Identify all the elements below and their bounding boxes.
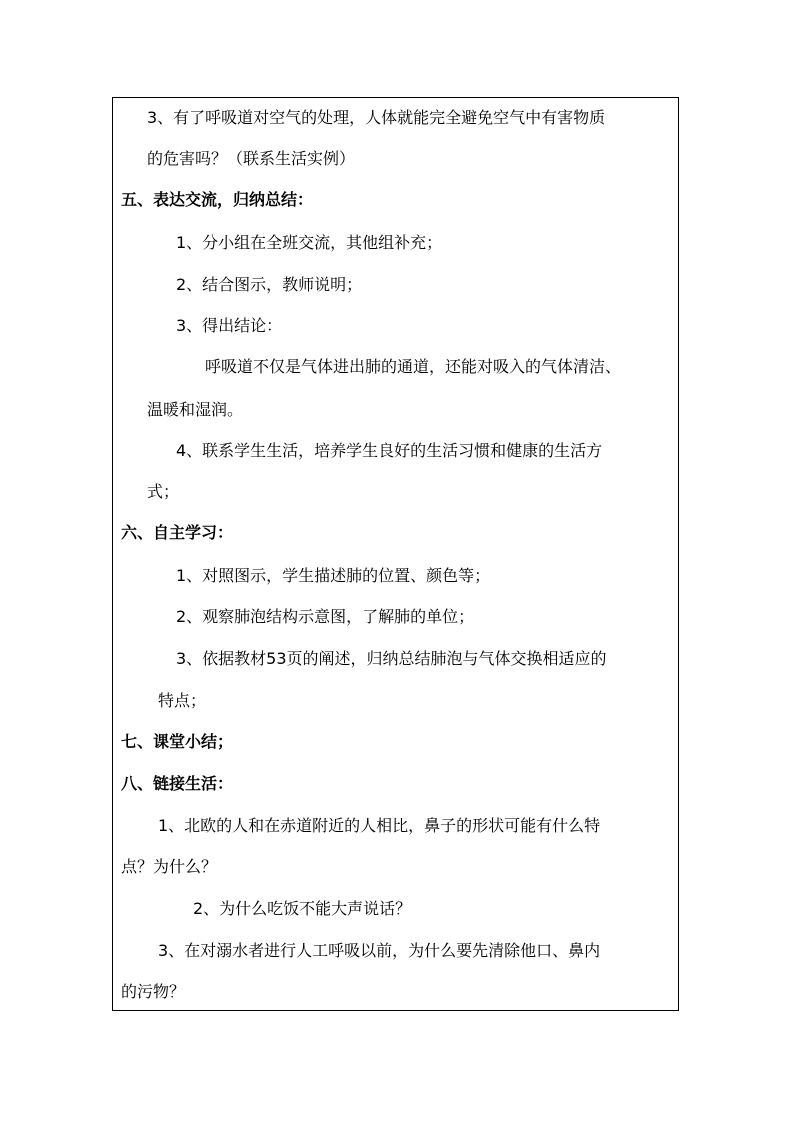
- section-6-item-3-line-1: 3、依据教材53页的阐述，归纳总结肺泡与气体交换相适应的: [176, 649, 607, 668]
- section-5-heading: 五、表达交流，归纳总结：: [121, 190, 314, 209]
- section-5-item-3: 3、得出结论：: [176, 316, 283, 335]
- life-question-1-line-2: 点？为什么？: [121, 857, 218, 876]
- life-question-1-line-1: 1、北欧的人和在赤道附近的人相比，鼻子的形状可能有什么特: [158, 816, 601, 835]
- life-question-3-line-1: 3、在对溺水者进行人工呼吸以前，为什么要先清除他口、鼻内: [158, 941, 601, 960]
- section-6-item-3-line-2: 特点；: [158, 691, 207, 710]
- section-6-item-2: 2、观察肺泡结构示意图，了解肺的单位；: [176, 607, 475, 626]
- section-5-item-1: 1、分小组在全班交流，其他组补充；: [176, 233, 443, 252]
- section-8-heading: 八、链接生活：: [121, 774, 234, 793]
- section-6-heading: 六、自主学习：: [121, 523, 234, 542]
- conclusion-line-2: 温暖和湿润。: [147, 400, 244, 419]
- section-5-item-4-line-2: 式；: [147, 482, 180, 501]
- life-question-2: 2、为什么吃饭不能大声说话？: [193, 899, 412, 918]
- section-5-item-4-line-1: 4、联系学生生活，培养学生良好的生活习惯和健康的生活方: [176, 441, 603, 460]
- life-question-3-line-2: 的污物？: [121, 982, 186, 1001]
- section-6-item-1: 1、对照图示，学生描述肺的位置、颜色等；: [176, 566, 491, 585]
- section-7-heading: 七、课堂小结；: [121, 732, 234, 751]
- question-3-line-1: 3、有了呼吸道对空气的处理，人体就能完全避免空气中有害物质: [147, 108, 606, 127]
- question-3-line-2: 的危害吗？（联系生活实例）: [147, 149, 356, 168]
- section-5-item-2: 2、结合图示，教师说明；: [176, 275, 363, 294]
- conclusion-line-1: 呼吸道不仅是气体进出肺的通道，还能对吸入的气体清洁、: [205, 357, 622, 376]
